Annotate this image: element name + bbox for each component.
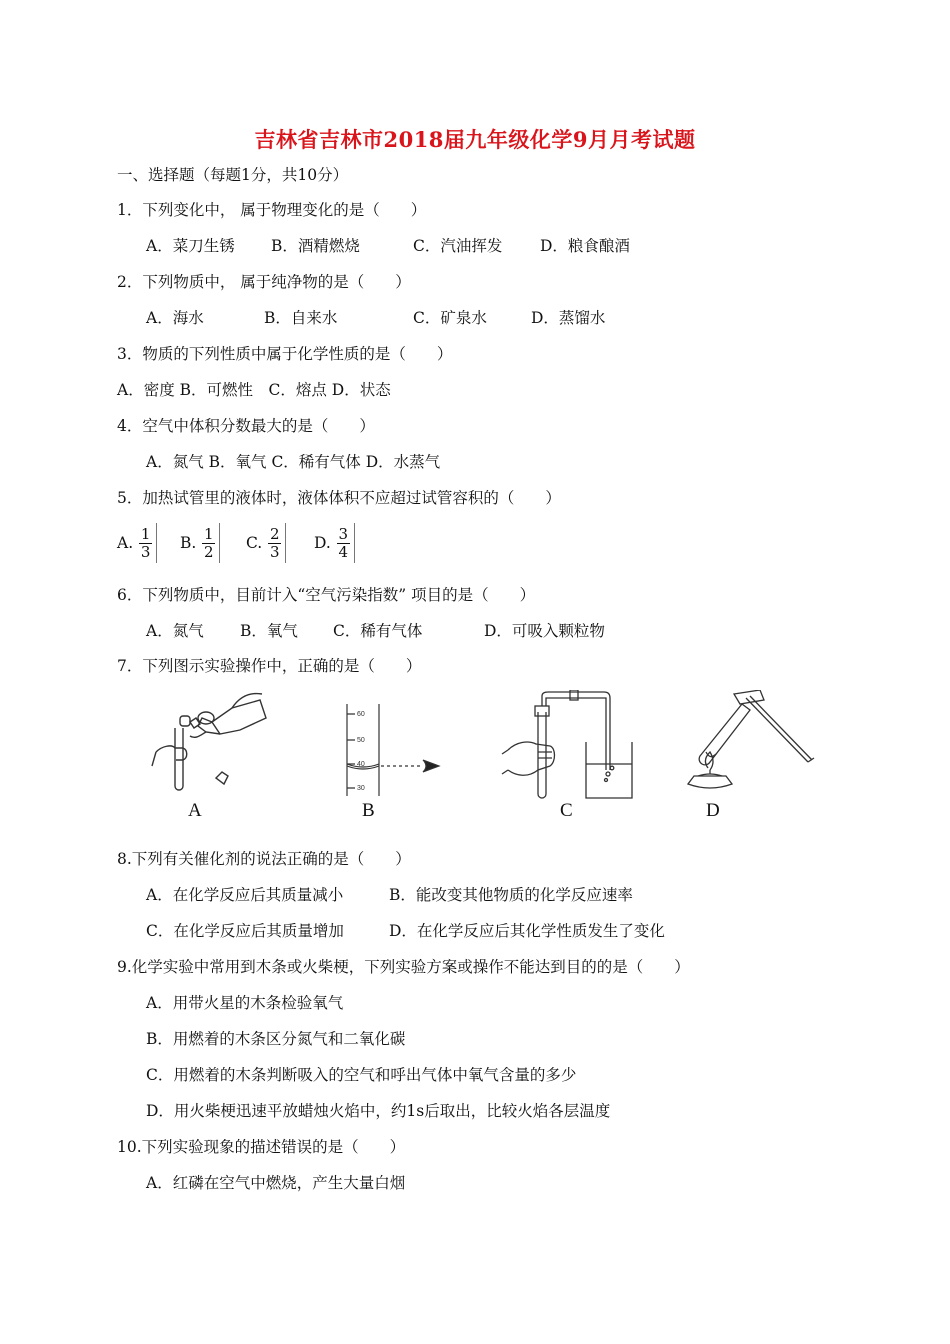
fraction-numerator: 2 — [269, 524, 280, 543]
question-10-option-a: A．红磷在空气中燃烧，产生大量白烟 — [146, 1174, 406, 1192]
question-8-option-b: B．能改变其他物质的化学反应速率 — [389, 886, 633, 904]
question-6-option-a: A．氮气 — [146, 622, 204, 640]
section-heading: 一、选择题（每题1分，共10分） — [117, 166, 349, 184]
question-2-option-b: B．自来水 — [264, 309, 338, 327]
question-8-option-a: A．在化学反应后其质量减小 — [146, 886, 344, 904]
question-5-stem: 5．加热试管里的液体时，液体体积不应超过试管容积的（ ） — [117, 489, 561, 507]
question-9-option-d: D．用火柴梗迅速平放蜡烛火焰中，约1s后取出，比较火焰各层温度 — [146, 1102, 611, 1120]
question-4-stem: 4．空气中体积分数最大的是（ ） — [117, 417, 375, 435]
fraction-denominator: 3 — [269, 542, 280, 561]
question-5-option-d — [314, 523, 355, 563]
page-title: 吉林省吉林市2018届九年级化学9月月考试题 — [254, 127, 696, 152]
question-5-option-b — [180, 523, 220, 563]
cylinder-tick-50: 50 — [357, 737, 365, 744]
question-2-option-c: C．矿泉水 — [413, 309, 487, 327]
figure-b-cylinder-reading — [335, 700, 455, 798]
figure-a-pouring-liquid — [150, 688, 270, 803]
question-5-option-c — [246, 523, 286, 563]
question-8-stem: 8.下列有关催化剂的说法正确的是（ ） — [117, 850, 411, 868]
question-7-stem: 7．下列图示实验操作中，正确的是（ ） — [117, 657, 422, 675]
question-2-option-a: A．海水 — [146, 309, 204, 327]
fraction-denominator: 2 — [204, 542, 214, 561]
figure-d-heating-test-tube — [680, 690, 820, 800]
question-6-option-d: D．可吸入颗粒物 — [484, 622, 605, 640]
question-9-option-c: C．用燃着的木条判断吸入的空气和呼出气体中氧气含量的多少 — [146, 1066, 577, 1084]
question-8-option-c: C．在化学反应后其质量增加 — [146, 922, 344, 940]
question-2-stem: 2．下列物质中， 属于纯净物的是（ ） — [117, 273, 411, 291]
fraction-denominator: 4 — [338, 542, 349, 561]
question-9-stem: 9.化学实验中常用到木条或火柴梗，下列实验方案或操作不能达到目的的是（ ） — [117, 958, 690, 976]
question-1-option-c: C．汽油挥发 — [413, 237, 503, 255]
question-6-option-b: B．氧气 — [240, 622, 298, 640]
cylinder-tick-30: 30 — [357, 785, 365, 792]
figure-label-b: B — [362, 800, 375, 821]
question-3-stem: 3．物质的下列性质中属于化学性质的是（ ） — [117, 345, 453, 363]
option-label: A. — [117, 534, 134, 552]
question-9-option-b: B．用燃着的木条区分氮气和二氧化碳 — [146, 1030, 406, 1048]
fraction-numerator: 3 — [338, 524, 349, 543]
question-3-options: A．密度 B．可燃性 C．熔点 D．状态 — [117, 381, 391, 399]
fraction-numerator: 1 — [140, 524, 151, 543]
option-label: D. — [314, 534, 331, 552]
question-8-option-d: D．在化学反应后其化学性质发生了变化 — [389, 922, 665, 940]
fraction-denominator: 3 — [140, 542, 151, 561]
option-label: B. — [180, 534, 197, 552]
question-10-stem: 10.下列实验现象的描述错误的是（ ） — [117, 1138, 406, 1156]
cylinder-tick-40: 40 — [357, 761, 365, 768]
question-5-option-a — [117, 523, 157, 563]
figure-label-d: D — [706, 800, 720, 821]
figure-c-airtightness-check — [500, 690, 640, 805]
question-6-option-c: C．稀有气体 — [333, 622, 423, 640]
question-1-option-b: B．酒精燃烧 — [271, 237, 360, 255]
question-1-option-d: D．粮食酿酒 — [540, 237, 630, 255]
question-1-option-a: A．菜刀生锈 — [146, 237, 235, 255]
figure-label-c: C — [560, 800, 573, 821]
cylinder-tick-60: 60 — [357, 711, 365, 718]
option-label: C. — [246, 534, 263, 552]
question-4-options: A．氮气 B．氧气 C．稀有气体 D．水蒸气 — [146, 453, 441, 471]
question-1-stem: 1．下列变化中， 属于物理变化的是（ ） — [117, 201, 427, 219]
figure-label-a: A — [188, 800, 202, 821]
question-6-stem: 6．下列物质中，目前计入“空气污染指数” 项目的是（ ） — [117, 586, 536, 604]
fraction-numerator: 1 — [204, 524, 214, 543]
question-2-option-d: D．蒸馏水 — [531, 309, 606, 327]
question-9-option-a: A．用带火星的木条检验氧气 — [146, 994, 344, 1012]
